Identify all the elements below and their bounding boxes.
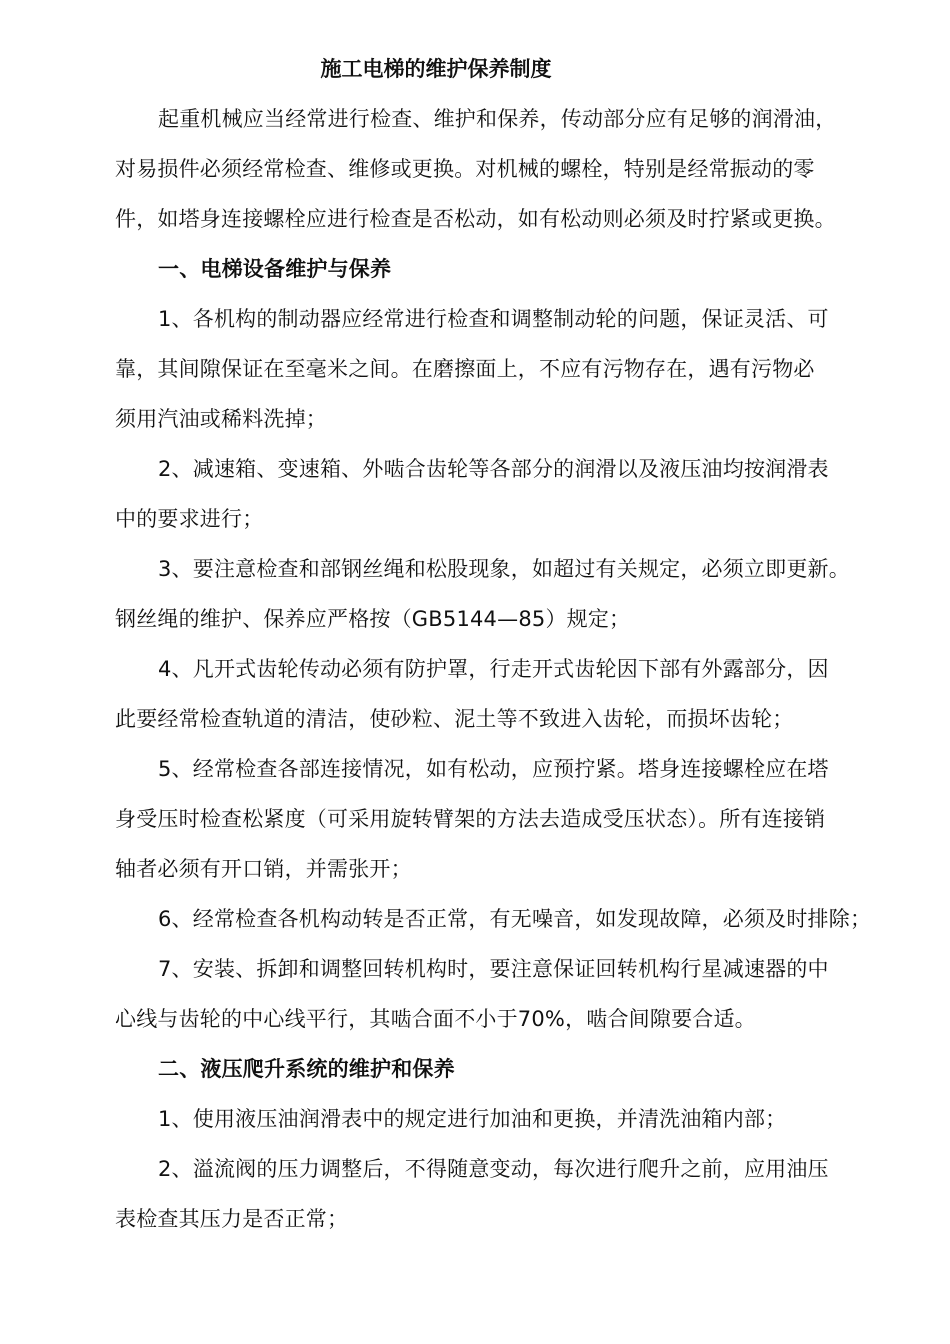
text-line: 轴者必须有开口销，并需张开； xyxy=(115,857,412,881)
text-line: 须用汽油或稀料洗掉； xyxy=(115,407,327,431)
text-line: 2、减速箱、变速箱、外啮合齿轮等各部分的润滑以及液压油均按润滑表 xyxy=(158,457,829,481)
text-line: 心线与齿轮的中心线平行，其啮合面不小于70%，啮合间隙要合适。 xyxy=(115,1007,756,1031)
text-line: 起重机械应当经常进行检查、维护和保养，传动部分应有足够的润滑油， xyxy=(158,107,837,131)
section-heading: 一、电梯设备维护与保养 xyxy=(158,257,392,281)
text-line: 此要经常检查轨道的清洁，使砂粒、泥土等不致进入齿轮，而损坏齿轮； xyxy=(115,707,794,731)
text-line: 1、各机构的制动器应经常进行检查和调整制动轮的问题，保证灵活、可 xyxy=(158,307,829,331)
text-line: 钢丝绳的维护、保养应严格按（GB5144—85）规定； xyxy=(115,607,631,631)
text-line: 身受压时检查松紧度（可采用旋转臂架的方法去造成受压状态）。所有连接销 xyxy=(115,807,826,831)
text-line: 5、经常检查各部连接情况，如有松动，应预拧紧。塔身连接螺栓应在塔 xyxy=(158,757,829,781)
text-line: 2、溢流阀的压力调整后，不得随意变动，每次进行爬升之前，应用油压 xyxy=(158,1157,829,1181)
text-line: 靠，其间隙保证在至毫米之间。在磨擦面上，不应有污物存在，遇有污物必 xyxy=(115,357,815,381)
text-line: 中的要求进行； xyxy=(115,507,264,531)
text-line: 6、经常检查各机构动转是否正常，有无噪音，如发现故障，必须及时排除； xyxy=(158,907,872,931)
text-line: 对易损件必须经常检查、维修或更换。对机械的螺栓，特别是经常振动的零 xyxy=(115,157,815,181)
text-line: 表检查其压力是否正常； xyxy=(115,1207,349,1231)
text-line: 3、要注意检查和部钢丝绳和松股现象，如超过有关规定，必须立即更新。 xyxy=(158,557,850,581)
text-line: 件，如塔身连接螺栓应进行检查是否松动，如有松动则必须及时拧紧或更换。 xyxy=(115,207,836,231)
text-line: 4、凡开式齿轮传动必须有防护罩，行走开式齿轮因下部有外露部分，因 xyxy=(158,657,829,681)
text-line: 1、使用液压油润滑表中的规定进行加油和更换，并清洗油箱内部； xyxy=(158,1107,787,1131)
document-title: 施工电梯的维护保养制度 xyxy=(320,57,552,81)
text-line: 7、安装、拆卸和调整回转机构时，要注意保证回转机构行星减速器的中 xyxy=(158,957,829,981)
section-heading: 二、液压爬升系统的维护和保养 xyxy=(158,1057,455,1081)
